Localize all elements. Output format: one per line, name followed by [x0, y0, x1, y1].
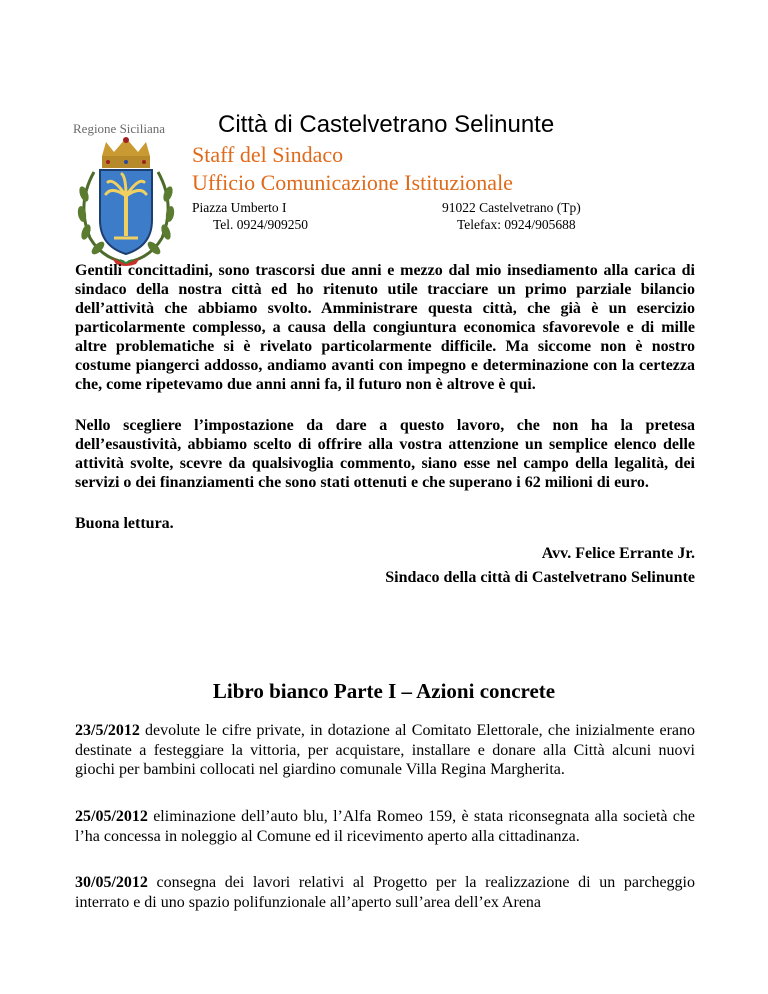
timeline-entry: [75, 807, 695, 846]
entry-text: devolute le cifre private, in dotazione al Comitato Elettorale, che inizialmente erano destinate a festeggiare la vittoria, per acquistare, installare e donare alla Città alcuni nuovi giochi per bambini collocati nel giardino comunale Villa Regina Margherita.: [75, 722, 695, 778]
staff-heading: Staff del Sindaco: [192, 142, 344, 167]
letter-closing: Buona lettura.: [75, 515, 174, 532]
section-title: Libro bianco Parte I – Azioni concrete: [212, 679, 556, 703]
office-heading: Ufficio Comunicazione Istituzionale: [192, 170, 513, 195]
entry-date: 23/5/2012: [75, 722, 140, 739]
address-fax: Telefax: 0924/905688: [457, 217, 576, 232]
city-title: Città di Castelvetrano Selinunte: [218, 111, 555, 138]
signature-role: Sindaco della città di Castelvetrano Selinunte: [385, 569, 695, 586]
timeline-entry: [75, 721, 695, 780]
signature-name: Avv. Felice Errante Jr.: [541, 545, 695, 562]
letter-paragraph-2: Nello scegliere l’impostazione da dare a questo lavoro, che non ha la pretesa dell’esaustività, abbiamo scelto di offrire alla vostra attenzione un semplice elenco delle attività svolte, scevre da qualsivoglia commento, siano esse nel campo della legalità, dei servizi o dei finanziamenti che sono stati ottenuti e che superano i 62 milioni di euro.: [75, 417, 695, 491]
entry-text: consegna dei lavori relativi al Progetto per la realizzazione di un parcheggio interrato e di uno spazio polifunzionale all’aperto sull’area dell’ex Arena: [75, 874, 695, 911]
letter-paragraph-1: Gentili concittadini, sono trascorsi due anni e mezzo dal mio insediamento alla carica di sindaco della nostra città ed ho ritenuto utile tracciare un primo parziale bilancio dell’attività che abbiamo svolto. Amministrare questa città, che già è un esercizio particolarmente complesso, a causa della congiuntura economica sfavorevole e di mille altre problematiche si è rivelato particolarmente difficile. Ma siccome non è nostro costume piangerci addosso, andiamo avanti con impegno e determinazione con la certezza che, come ripetevamo due anni anni fa, il futuro non è altrove è qui.: [75, 262, 695, 393]
address-street: Piazza Umberto I: [192, 200, 287, 215]
entry-date: 25/05/2012: [75, 808, 148, 825]
address-phone: Tel. 0924/909250: [213, 217, 309, 232]
timeline-entry: [75, 873, 695, 973]
entry-date: 30/05/2012: [75, 874, 148, 891]
entry-text: eliminazione dell’auto blu, l’Alfa Romeo 159, è stata riconsegnata alla società che l’ha concessa in noleggio al Comune ed il ricevimento aperto alla cittadinanza.: [75, 808, 695, 845]
address-city: 91022 Castelvetrano (Tp): [442, 200, 581, 215]
region-label: Regione Siciliana: [73, 121, 166, 136]
coat-of-arms-icon: [72, 134, 180, 268]
